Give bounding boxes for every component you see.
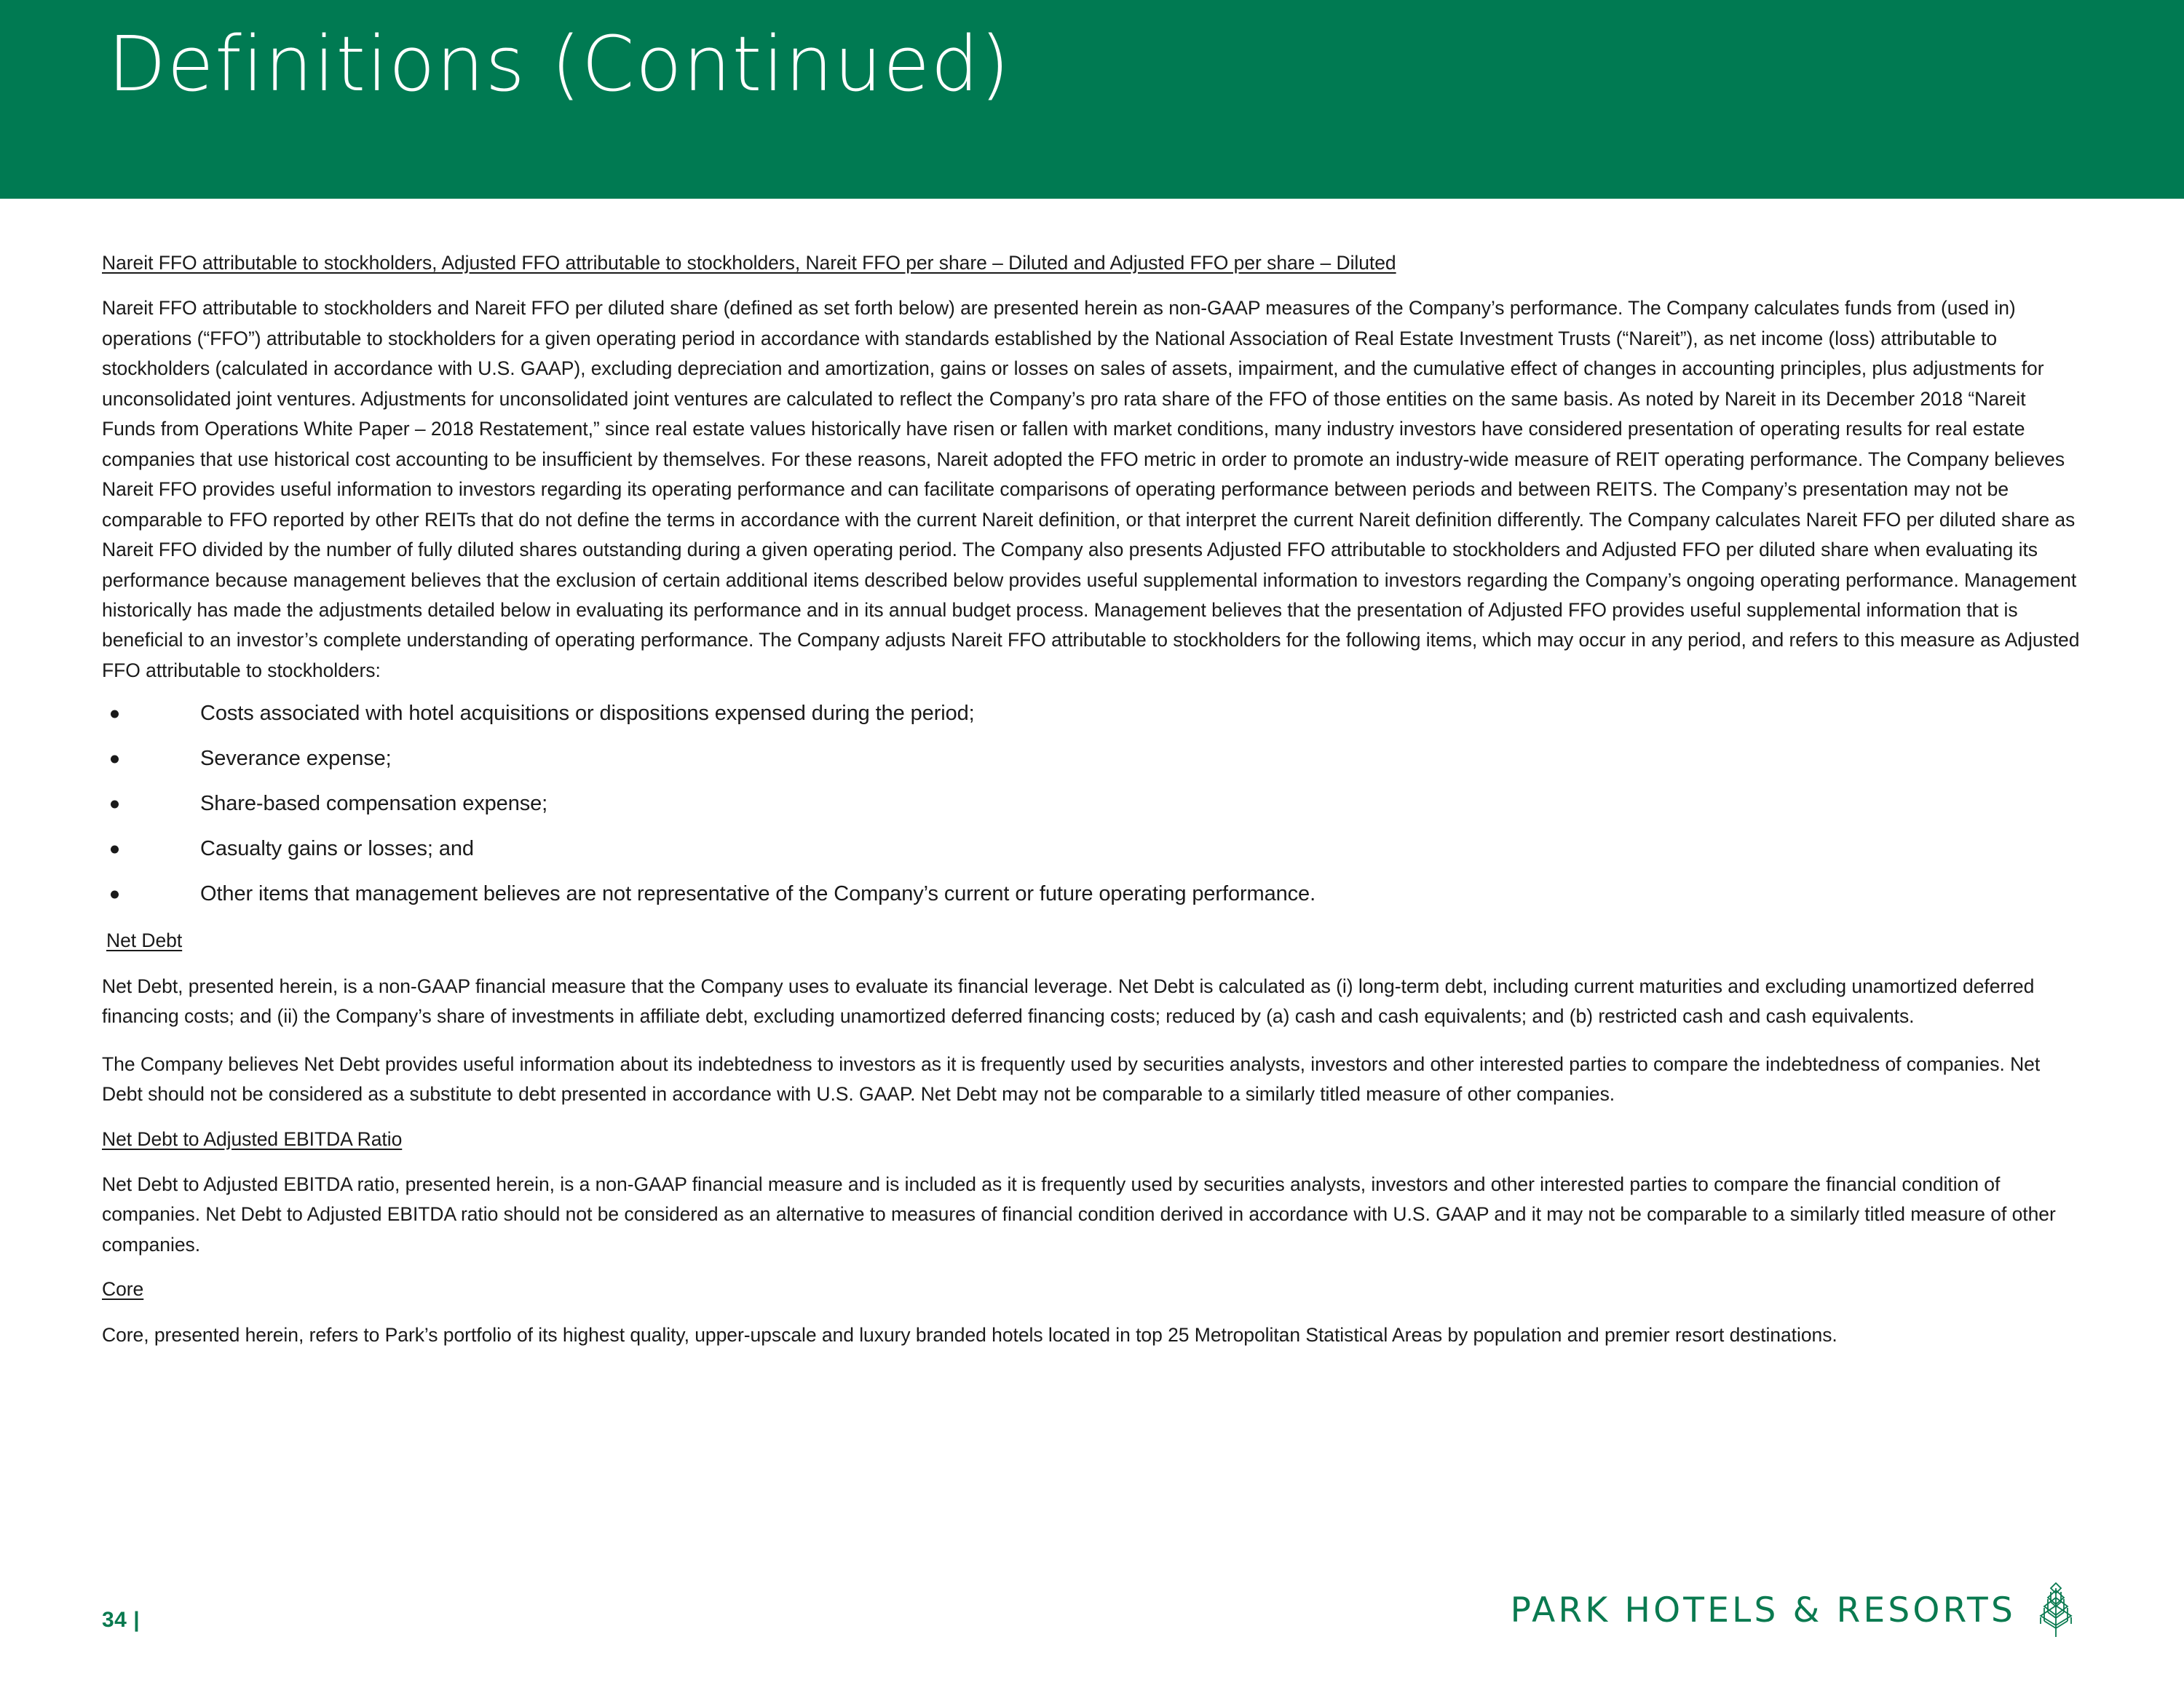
list-item-label: Other items that management believes are not representative of the Company’s current or future operating performance. — [200, 882, 1316, 906]
list-item-label: Severance expense; — [200, 747, 392, 771]
paragraph-ffo: Nareit FFO attributable to stockholders and Nareit FFO per diluted share (defined as set forth below) are presented herein as non-GAAP measures of the Company’s performance. The Company calculates funds from (used in) operations (“FFO”) attributable to stockholders for a given operating period in accordance with standards established by the National Association of Real Estate Investment Trusts (“Nareit”), as net income (loss) attributable to stockholders (calculated in accordance with U.S. GAAP), excluding depreciation and amortization, gains or losses on sales of assets, impairment, and the cumulative effect of changes in accounting principles, plus adjustments for unconsolidated joint ventures. Adjustments for unconsolidated joint ventures are calculated to reflect the Company’s pro rata share of the FFO of those entities on the same basis. As noted by Nareit in its December 2018 “Nareit Funds from Operations White Paper – 2018 Restatement,” since real estate values historically have risen or fallen with market conditions, many industry investors have considered presentation of operating results for real estate companies that use historical cost accounting to be insufficient by themselves. For these reasons, Nareit adopted the FFO metric in order to promote an industry-wide measure of REIT operating performance. The Company believes Nareit FFO provides useful information to investors regarding its operating performance and can facilitate comparisons of operating performance between periods and between REITS. The Company’s presentation may not be comparable to FFO reported by other REITs that do not define the terms in accordance with the current Nareit definition, or that interpret the current Nareit definition differently. The Company calculates Nareit FFO per diluted share as Nareit FFO divided by the number of fully diluted shares outstanding during a given operating period. The Company also presents Adjusted FFO attributable to stockholders and Adjusted FFO per diluted share when evaluating its performance because management believes that the exclusion of certain additional items described below provides useful supplemental information to investors regarding the Company’s ongoing operating performance. Management historically has made the adjustments detailed below in evaluating its performance and in its annual budget process. Management believes that the presentation of Adjusted FFO provides useful supplemental information that is beneficial to an investor’s complete understanding of operating performance. The Company adjusts Nareit FFO attributable to stockholders for the following items, which may occur in any period, and refers to this measure as Adjusted FFO attributable to stockholders: — [102, 297, 2080, 681]
paragraph-net-debt-ratio: Net Debt to Adjusted EBITDA ratio, presented herein, is a non-GAAP financial measure and is included as it is frequently used by securities analysts, investors and other interested parties to compare the financial condition of companies. Net Debt to Adjusted EBITDA ratio should not be considered as an alternative to measures of financial condition derived in accordance with U.S. GAAP and it may not be comparable to a similarly titled measure of other companies. — [102, 1173, 2056, 1256]
bullet-dot-icon — [111, 890, 119, 898]
slide-content — [102, 251, 2082, 1368]
page-title: Definitions (Continued) — [108, 20, 1011, 108]
slide-header-band — [0, 0, 2184, 199]
brand-name: PARK HOTELS & RESORTS — [1510, 1590, 2016, 1630]
paragraph-net-debt-2: The Company believes Net Debt provides useful information about its indebtedness to investors as it is frequently used by securities analysts, investors and other interested parties to compare the indebtedness of companies. Net Debt should not be considered as a substitute to debt presented in accordance with U.S. GAAP. Net Debt may not be comparable to a similarly titled measure of other companies. — [102, 1052, 2041, 1106]
bullet-dot-icon — [111, 845, 119, 853]
list-item — [102, 748, 2082, 769]
section-heading-core: Core — [102, 1278, 144, 1301]
list-item — [102, 884, 2082, 905]
list-item-label: Costs associated with hotel acquisitions or dispositions expensed during the period; — [200, 702, 975, 726]
page-number: 34 | — [102, 1608, 141, 1632]
bullet-dot-icon — [111, 710, 119, 718]
section-heading-net-debt: Net Debt — [106, 929, 183, 952]
paragraph-net-debt-1: Net Debt, presented herein, is a non-GAAP financial measure that the Company uses to evaluate its financial leverage. Net Debt is calculated as (i) long-term debt, including current maturities and excluding unamortized deferred financing costs; and (ii) the Company’s share of investments in affiliate debt, excluding unamortized deferred financing costs; reduced by (a) cash and cash equivalents; and (b) restricted cash and cash equivalents. — [102, 975, 2035, 1028]
bullet-dot-icon — [111, 755, 119, 763]
brand-logo — [1511, 1580, 2078, 1640]
list-item — [102, 793, 2082, 814]
list-item-label: Share-based compensation expense; — [200, 792, 548, 816]
list-item — [102, 838, 2082, 860]
section-heading-net-debt-ratio: Net Debt to Adjusted EBITDA Ratio — [102, 1127, 403, 1150]
ffo-adjustments-list — [102, 703, 2082, 905]
tree-leaf-icon — [2033, 1580, 2078, 1640]
slide-footer — [0, 1561, 2184, 1685]
section-heading-ffo: Nareit FFO attributable to stockholders, Adjusted FFO attributable to stockholders, Nareit FFO per share – Diluted and Adjusted FFO per share – Diluted — [102, 252, 1396, 274]
paragraph-core: Core, presented herein, refers to Park’s portfolio of its highest quality, upper-upscale and luxury branded hotels located in top 25 Metropolitan Statistical Areas by population and premier resort destinations. — [102, 1323, 1837, 1346]
list-item-label: Casualty gains or losses; and — [200, 837, 474, 861]
bullet-dot-icon — [111, 800, 119, 808]
list-item — [102, 703, 2082, 724]
